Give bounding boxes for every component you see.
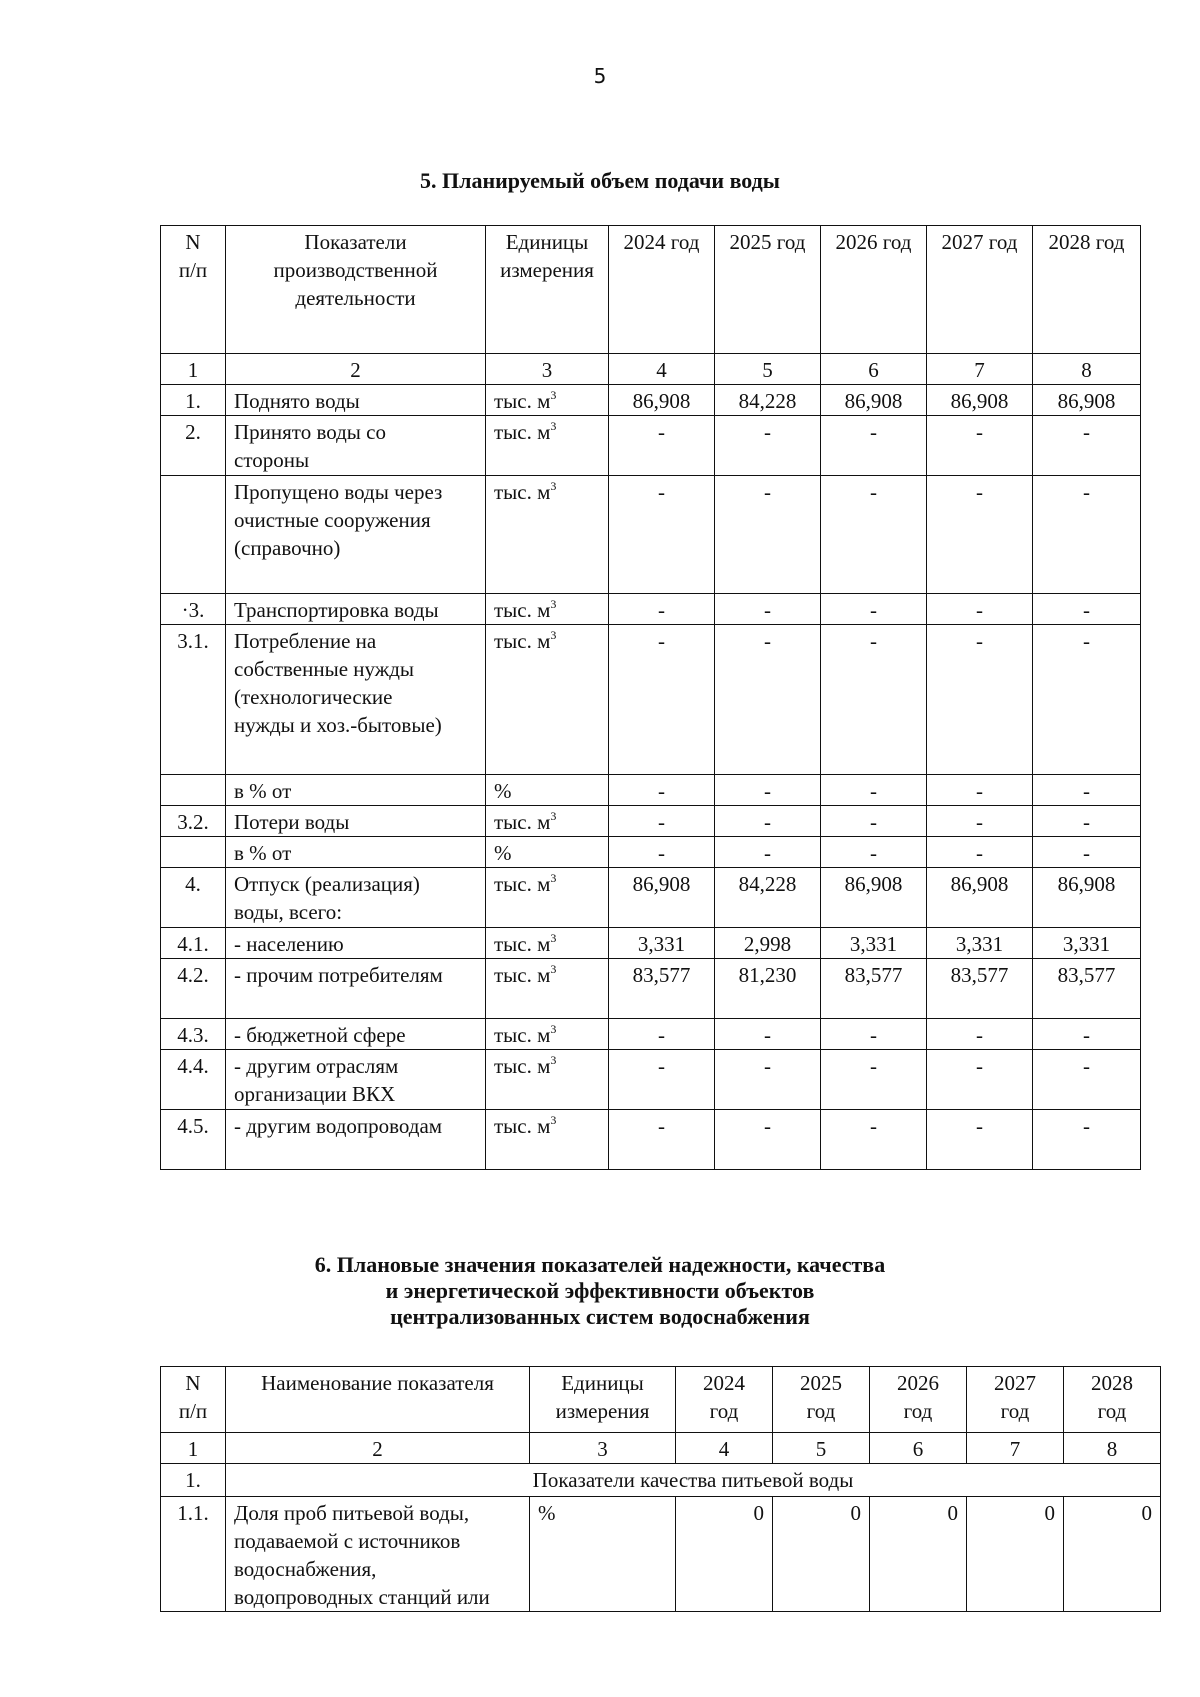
row-unit xyxy=(486,959,609,1019)
unit-text: тыс. м xyxy=(494,480,551,504)
value-cell: 86,908 xyxy=(1033,868,1141,928)
value-cell: - xyxy=(715,625,821,775)
row-unit xyxy=(486,1050,609,1110)
row-label-line: Доля проб питьевой воды, xyxy=(234,1501,470,1525)
value-cell: - xyxy=(927,1110,1033,1170)
value-cell: 2,998 xyxy=(715,928,821,959)
row-label xyxy=(226,594,486,625)
value-cell: - xyxy=(927,594,1033,625)
header-year: 2026 год xyxy=(870,1367,967,1433)
row-unit xyxy=(486,416,609,476)
row-label xyxy=(226,806,486,837)
col-number: 7 xyxy=(927,354,1033,385)
row-unit xyxy=(486,837,609,868)
unit-text: тыс. м xyxy=(494,598,551,622)
value-cell: - xyxy=(715,416,821,476)
col-number: 1 xyxy=(161,1433,226,1464)
value-cell: 86,908 xyxy=(609,385,715,416)
row-unit xyxy=(486,625,609,775)
row-label-line: Пропущено воды через xyxy=(234,480,443,504)
row-number: 2. xyxy=(161,416,226,476)
row-unit xyxy=(530,1497,676,1612)
value-cell: - xyxy=(609,1110,715,1170)
row-number: 4.2. xyxy=(161,959,226,1019)
value-cell: - xyxy=(609,416,715,476)
value-cell: - xyxy=(715,837,821,868)
unit-text: тыс. м xyxy=(494,1054,551,1078)
row-label-line: - другим водопроводам xyxy=(234,1114,443,1138)
row-label xyxy=(226,1019,486,1050)
section-5-title: 5. Планируемый объем подачи воды xyxy=(420,168,780,193)
value-cell: - xyxy=(715,775,821,806)
table-row xyxy=(161,868,1141,928)
unit-text: % xyxy=(494,841,512,865)
unit-text: % xyxy=(494,779,512,803)
row-number: 4.4. xyxy=(161,1050,226,1110)
value-cell: - xyxy=(609,1019,715,1050)
col-number: 8 xyxy=(1064,1433,1161,1464)
value-cell: 86,908 xyxy=(1033,385,1141,416)
unit-text: тыс. м xyxy=(494,420,551,444)
value-cell: - xyxy=(609,594,715,625)
value-cell: - xyxy=(927,1050,1033,1110)
value-cell: - xyxy=(927,476,1033,594)
row-unit xyxy=(486,928,609,959)
col-number: 6 xyxy=(821,354,927,385)
row-label-line: - прочим потребителям xyxy=(234,963,443,987)
row-label-line: собственные нужды xyxy=(234,657,415,681)
value-cell: 0 xyxy=(676,1497,773,1612)
row-number: 4.1. xyxy=(161,928,226,959)
col-number: 2 xyxy=(226,1433,530,1464)
row-label-line: - другим отраслям xyxy=(234,1054,399,1078)
row-label xyxy=(226,476,486,594)
header-year: 2025 год xyxy=(715,226,821,354)
value-cell: - xyxy=(927,416,1033,476)
header-unit: Единицы измерения xyxy=(486,226,609,354)
row-label xyxy=(226,837,486,868)
value-cell: - xyxy=(821,625,927,775)
row-label-line: - населению xyxy=(234,932,344,956)
unit-superscript: 3 xyxy=(550,597,557,611)
row-unit xyxy=(486,806,609,837)
value-cell: 83,577 xyxy=(1033,959,1141,1019)
table-row xyxy=(161,1019,1141,1050)
value-cell: - xyxy=(821,594,927,625)
table-row xyxy=(161,476,1141,594)
unit-superscript: 3 xyxy=(550,871,557,885)
value-cell: - xyxy=(1033,1110,1141,1170)
value-cell: - xyxy=(609,775,715,806)
header-row xyxy=(161,1367,1161,1433)
value-cell: - xyxy=(1033,806,1141,837)
value-cell: - xyxy=(1033,625,1141,775)
row-label-line: водопроводных станций или xyxy=(234,1585,490,1609)
header-num: N п/п xyxy=(161,1367,226,1433)
unit-superscript: 3 xyxy=(550,931,557,945)
value-cell: 3,331 xyxy=(927,928,1033,959)
value-cell: - xyxy=(927,625,1033,775)
value-cell: 84,228 xyxy=(715,385,821,416)
unit-superscript: 3 xyxy=(550,1022,557,1036)
table-row xyxy=(161,625,1141,775)
value-cell: 3,331 xyxy=(1033,928,1141,959)
value-cell: - xyxy=(1033,1019,1141,1050)
unit-superscript: 3 xyxy=(550,388,557,402)
header-num: N п/п xyxy=(161,226,226,354)
value-cell: - xyxy=(715,594,821,625)
value-cell: - xyxy=(715,1110,821,1170)
value-cell: - xyxy=(1033,594,1141,625)
unit-text: тыс. м xyxy=(494,629,551,653)
value-cell: - xyxy=(609,1050,715,1110)
value-cell: - xyxy=(609,625,715,775)
row-label xyxy=(226,1497,530,1612)
header-year: 2025 год xyxy=(773,1367,870,1433)
header-unit: Единицы измерения xyxy=(530,1367,676,1433)
value-cell: 81,230 xyxy=(715,959,821,1019)
value-cell: - xyxy=(715,1019,821,1050)
section-6-title: 6. Плановые значения показателей надежности, качества и энергетической эффективности объектов централизованных систем водоснабжения xyxy=(314,1252,886,1329)
unit-superscript: 3 xyxy=(550,479,557,493)
col-number: 1 xyxy=(161,354,226,385)
row-number xyxy=(161,476,226,594)
header-indicator: Показатели производственной деятельности xyxy=(226,226,486,354)
header-year: 2026 год xyxy=(821,226,927,354)
value-cell: - xyxy=(609,837,715,868)
row-label-line: Отпуск (реализация) xyxy=(234,872,420,896)
value-cell: - xyxy=(821,806,927,837)
row-label-line: Поднято воды xyxy=(234,389,360,413)
row-label-line: нужды и хоз.-бытовые) xyxy=(234,713,442,737)
value-cell: - xyxy=(715,1050,821,1110)
row-unit xyxy=(486,594,609,625)
row-label-line: Принято воды со xyxy=(234,420,386,444)
unit-text: тыс. м xyxy=(494,872,551,896)
col-number: 4 xyxy=(676,1433,773,1464)
col-number: 2 xyxy=(226,354,486,385)
value-cell: - xyxy=(927,1019,1033,1050)
water-supply-volume-table xyxy=(160,225,1141,1170)
unit-superscript: 3 xyxy=(550,419,557,433)
header-year: 2024 год xyxy=(676,1367,773,1433)
row-label xyxy=(226,868,486,928)
table-row xyxy=(161,385,1141,416)
row-number: 1.1. xyxy=(161,1497,226,1612)
table-row xyxy=(161,1110,1141,1170)
unit-superscript: 3 xyxy=(550,809,557,823)
value-cell: - xyxy=(609,806,715,837)
row-label xyxy=(226,928,486,959)
row-label-line: Потребление на xyxy=(234,629,377,653)
column-number-row xyxy=(161,354,1141,385)
value-cell: 83,577 xyxy=(927,959,1033,1019)
unit-superscript: 3 xyxy=(550,628,557,642)
row-label-line: воды, всего: xyxy=(234,900,343,924)
group-num: 1. xyxy=(161,1464,226,1497)
value-cell: - xyxy=(821,1110,927,1170)
reliability-indicators-table xyxy=(160,1366,1161,1612)
value-cell: - xyxy=(821,837,927,868)
table-row xyxy=(161,416,1141,476)
value-cell: 3,331 xyxy=(609,928,715,959)
value-cell: 84,228 xyxy=(715,868,821,928)
row-unit xyxy=(486,1019,609,1050)
row-number: 4.3. xyxy=(161,1019,226,1050)
table-row xyxy=(161,1497,1161,1612)
value-cell: - xyxy=(1033,837,1141,868)
table-row xyxy=(161,928,1141,959)
row-label-line: в % от xyxy=(234,841,292,865)
column-number-row xyxy=(161,1433,1161,1464)
value-cell: 86,908 xyxy=(927,385,1033,416)
row-unit xyxy=(486,476,609,594)
col-number: 6 xyxy=(870,1433,967,1464)
row-number: 3.1. xyxy=(161,625,226,775)
header-row xyxy=(161,226,1141,354)
unit-superscript: 3 xyxy=(550,1113,557,1127)
row-label-line: (справочно) xyxy=(234,536,341,560)
value-cell: 86,908 xyxy=(821,868,927,928)
header-indicator: Наименование показателя xyxy=(226,1367,530,1433)
row-label-line: в % от xyxy=(234,779,292,803)
value-cell: 0 xyxy=(870,1497,967,1612)
value-cell: 86,908 xyxy=(821,385,927,416)
value-cell: - xyxy=(715,806,821,837)
header-year: 2028 год xyxy=(1064,1367,1161,1433)
value-cell: - xyxy=(821,1050,927,1110)
value-cell: - xyxy=(715,476,821,594)
value-cell: - xyxy=(821,1019,927,1050)
table-row xyxy=(161,1050,1141,1110)
row-label-line: Транспортировка воды xyxy=(234,598,439,622)
table-row xyxy=(161,806,1141,837)
col-number: 8 xyxy=(1033,354,1141,385)
value-cell: - xyxy=(1033,1050,1141,1110)
row-label xyxy=(226,1110,486,1170)
header-year: 2024 год xyxy=(609,226,715,354)
row-label-line: очистные сооружения xyxy=(234,508,431,532)
value-cell: 0 xyxy=(967,1497,1064,1612)
row-number: 4. xyxy=(161,868,226,928)
row-label xyxy=(226,625,486,775)
row-label xyxy=(226,959,486,1019)
value-cell: 0 xyxy=(1064,1497,1161,1612)
row-label-line: организации ВКХ xyxy=(234,1082,396,1106)
row-number: ·3. xyxy=(161,594,226,625)
table-row xyxy=(161,594,1141,625)
table-body xyxy=(161,1497,1161,1612)
unit-text: тыс. м xyxy=(494,932,551,956)
value-cell: 83,577 xyxy=(821,959,927,1019)
unit-text: тыс. м xyxy=(494,810,551,834)
value-cell: - xyxy=(1033,775,1141,806)
unit-superscript: 3 xyxy=(550,1053,557,1067)
row-number: 3.2. xyxy=(161,806,226,837)
value-cell: - xyxy=(1033,416,1141,476)
value-cell: 0 xyxy=(773,1497,870,1612)
value-cell: - xyxy=(927,806,1033,837)
unit-text: тыс. м xyxy=(494,1023,551,1047)
row-label xyxy=(226,1050,486,1110)
col-number: 3 xyxy=(530,1433,676,1464)
table-row xyxy=(161,959,1141,1019)
row-label-line: - бюджетной сфере xyxy=(234,1023,406,1047)
header-year: 2027 год xyxy=(927,226,1033,354)
unit-text: % xyxy=(538,1501,556,1525)
row-unit xyxy=(486,775,609,806)
value-cell: - xyxy=(927,837,1033,868)
row-unit xyxy=(486,1110,609,1170)
col-number: 7 xyxy=(967,1433,1064,1464)
value-cell: - xyxy=(821,476,927,594)
value-cell: - xyxy=(1033,476,1141,594)
row-unit xyxy=(486,868,609,928)
value-cell: 86,908 xyxy=(927,868,1033,928)
value-cell: 86,908 xyxy=(609,868,715,928)
unit-text: тыс. м xyxy=(494,1114,551,1138)
row-label-line: водоснабжения, xyxy=(234,1557,377,1581)
row-label-line: Потери воды xyxy=(234,810,350,834)
value-cell: - xyxy=(609,476,715,594)
row-number: 4.5. xyxy=(161,1110,226,1170)
table-row xyxy=(161,837,1141,868)
header-year: 2027 год xyxy=(967,1367,1064,1433)
row-label xyxy=(226,775,486,806)
row-label-line: (технологические xyxy=(234,685,393,709)
row-label-line: стороны xyxy=(234,448,310,472)
value-cell: 83,577 xyxy=(609,959,715,1019)
page-number: 5 xyxy=(593,64,607,88)
table-row xyxy=(161,775,1141,806)
group-label: Показатели качества питьевой воды xyxy=(226,1464,1161,1497)
value-cell: - xyxy=(927,775,1033,806)
header-year: 2028 год xyxy=(1033,226,1141,354)
row-number xyxy=(161,837,226,868)
unit-text: тыс. м xyxy=(494,389,551,413)
table-body xyxy=(161,385,1141,1170)
col-number: 5 xyxy=(715,354,821,385)
col-number: 4 xyxy=(609,354,715,385)
col-number: 5 xyxy=(773,1433,870,1464)
value-cell: - xyxy=(821,775,927,806)
unit-text: тыс. м xyxy=(494,963,551,987)
row-label-line: подаваемой с источников xyxy=(234,1529,461,1553)
unit-superscript: 3 xyxy=(550,962,557,976)
row-label xyxy=(226,416,486,476)
row-number: 1. xyxy=(161,385,226,416)
row-label xyxy=(226,385,486,416)
row-unit xyxy=(486,385,609,416)
col-number: 3 xyxy=(486,354,609,385)
row-number xyxy=(161,775,226,806)
group-row xyxy=(161,1464,1161,1497)
value-cell: - xyxy=(821,416,927,476)
value-cell: 3,331 xyxy=(821,928,927,959)
